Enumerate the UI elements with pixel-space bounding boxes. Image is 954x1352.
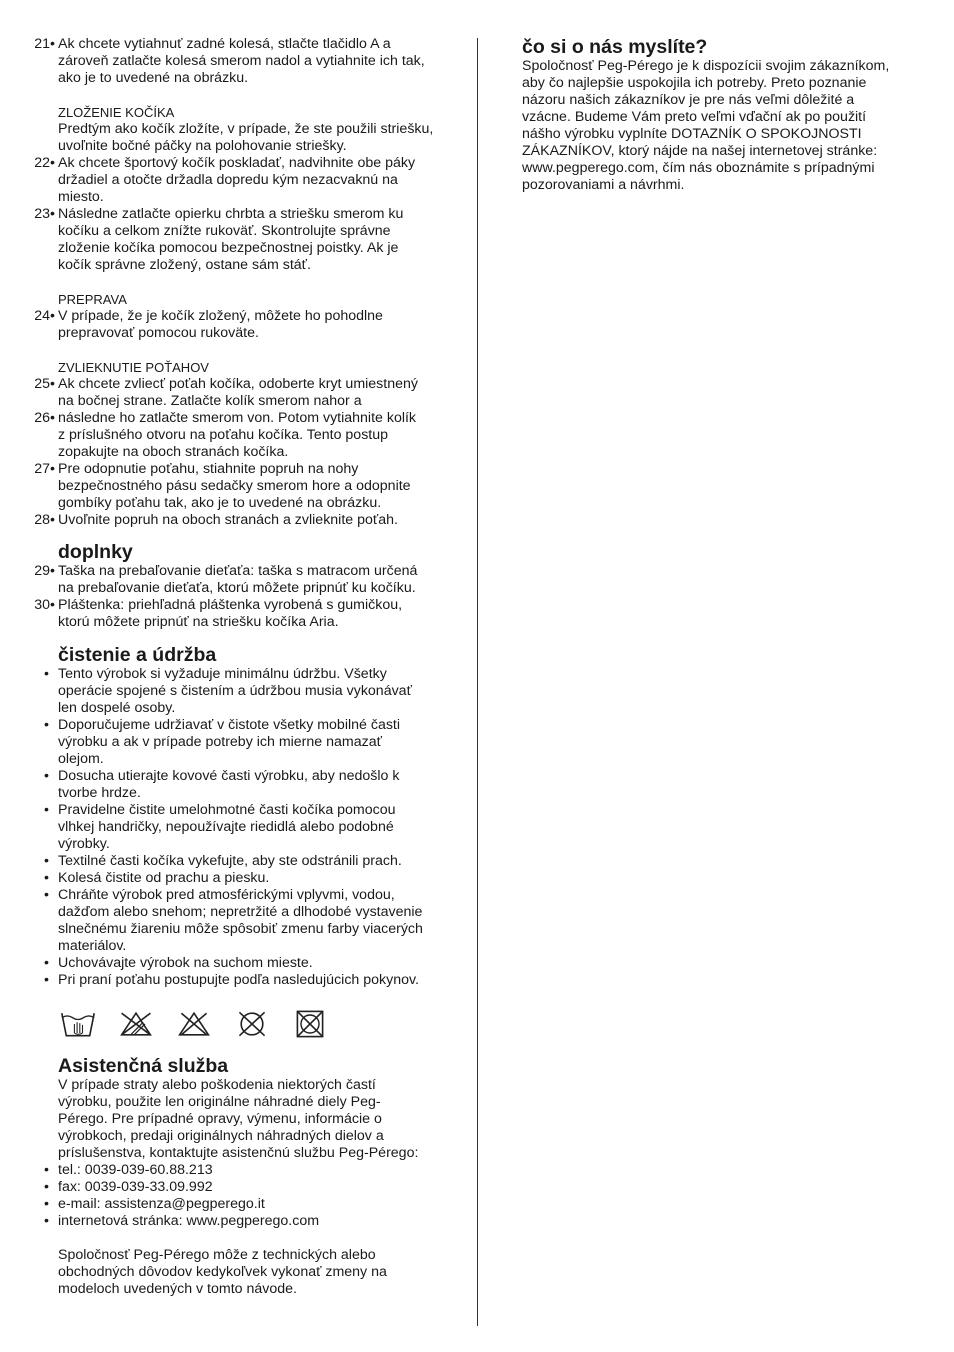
- step-23: 23 • Následne zatlačte opierku chrbta a striešku smerom ku kočíku a celkom znížte rukoväť. Skontrolujte správne zloženie kočíka pomocou bezpečnostnej poistky. Ak je kočík správne zložený, ostane sám stáť.: [30, 206, 460, 274]
- list-item: • Chráňte výrobok pred atmosférickými vplyvmi, vodou, dažďom alebo snehom; nepretržité a dlhodobé vystavenie slnečnému žiareniu môže spôsobiť zmenu farby viacerých materiálov.: [44, 887, 423, 954]
- step-text: zloženie kočíka pomocou bezpečnostnej poistky. Ak je: [58, 240, 399, 256]
- contact-website[interactable]: • internetová stránka: www.pegperego.com: [44, 1213, 320, 1229]
- section-caption-transport: PREPRAVA: [58, 292, 127, 307]
- do-not-iron-icon: [176, 1009, 212, 1039]
- left-column: [30, 36, 460, 1298]
- step-text: Ak chcete športový kočík poskladať, nadvihnite obe páky: [58, 155, 416, 171]
- step-text: Ak chcete zvliecť poťah kočíka, odoberte kryt umiestnený: [58, 376, 418, 392]
- folding-intro: Predtým ako kočík zložíte, v prípade, že ste použili striešku,: [58, 121, 434, 137]
- do-not-dry-clean-icon: [234, 1009, 270, 1039]
- step-28: 28 • Uvoľnite popruh na oboch stranách a zvlieknite poťah.: [30, 512, 460, 529]
- list-item: • Doporučujeme udržiavať v čistote všetky mobilné časti výrobku a ak v prípade potreby ich mierne namazať olejom.: [44, 717, 401, 767]
- step-text: ktorú môžete pripnúť na striešku kočíka Aria.: [58, 614, 339, 630]
- heading-service: Asistenčná služba: [58, 1055, 229, 1077]
- service-intro: V prípade straty alebo poškodenia niektorých častí výrobku, použite len originálne náhradné diely Peg- Pérego. Pre prípadné opravy, výmenu, informácie o výrobkoch, predaji originálnych náhradných dielov a príslušenstva, kontaktujte asistenčnú službu Peg-Pérego:: [58, 1077, 419, 1161]
- contact-email[interactable]: • e-mail: assistenza@pegperego.it: [44, 1196, 265, 1212]
- do-not-bleach-icon: [118, 1009, 154, 1039]
- step-25: 25 • Ak chcete zvliecť poťah kočíka, odoberte kryt umiestnený na bočnej strane. Zatlačte kolík smerom nahor a: [30, 376, 460, 410]
- step-27: 27 • Pre odopnutie poťahu, stiahnite popruh na nohy bezpečnostného pásu sedačky smerom hore a odopnite gombíky poťahu tak, ako je to uvedené na obrázku.: [30, 461, 460, 512]
- section-caption-covers: ZVLIEKNUTIE POŤAHOV: [58, 360, 209, 375]
- care-symbols: [30, 1007, 460, 1041]
- step-24: 24 • V prípade, že je kočík zložený, môžete ho pohodlne prepravovať pomocou rukoväte.: [30, 308, 460, 342]
- step-text: z príslušného otvoru na poťahu kočíka. Tento postup: [58, 427, 389, 443]
- list-item: • Pravidelne čistite umelohmotné časti kočíka pomocou vlhkej handričky, nepoužívajte riedidlá alebo podobné výrobky.: [44, 802, 396, 852]
- step-text: V prípade, že je kočík zložený, môžete ho pohodlne: [58, 308, 383, 324]
- disclaimer: Spoločnosť Peg-Pérego môže z technických alebo obchodných dôvodov kedykoľvek vykonať zmeny na modeloch uvedených v tomto návode.: [58, 1247, 387, 1297]
- step-text: zároveň zatlačte kolesá smerom nadol a vytiahnite ich tak,: [58, 53, 425, 69]
- opinion-text: Spoločnosť Peg-Pérego je k dispozícii svojim zákazníkom, aby čo najlepšie uspokojila ich potreby. Preto poznanie názoru našich zákazníkov je pre nás veľmi dôležité a vzácne. Budeme Vám preto veľmi vďační ak po použití nášho výrobku vyplníte DOTAZNÍK O SPOKOJNOSTI ZÁKAZNÍKOV, ktorý nájde na našej internetovej stránke: www.pegperego.com, čím nás oboznámite s prípadnými pozorovaniami a návrhmi.: [522, 58, 890, 193]
- do-not-tumble-dry-icon: [292, 1009, 328, 1039]
- step-29: 29 • Taška na prebaľovanie dieťaťa: taška s matracom určená na prebaľovanie dieťaťa, ktorú môžete pripnúť ku kočíku.: [30, 563, 460, 597]
- step-text: miesto.: [58, 189, 104, 205]
- right-column: [522, 36, 922, 194]
- step-number: 23: [34, 206, 50, 222]
- step-text: kočík správne zložený, ostane sám stáť.: [58, 257, 311, 273]
- step-26: 26 • následne ho zatlačte smerom von. Potom vytiahnite kolík z príslušného otvoru na poťahu kočíka. Tento postup zopakujte na oboch stranách kočíka.: [30, 410, 460, 461]
- step-text: Následne zatlačte opierku chrbta a striešku smerom ku: [58, 206, 404, 222]
- step-text: na bočnej strane. Zatlačte kolík smerom nahor a: [58, 393, 362, 409]
- step-number: 21: [34, 36, 50, 52]
- step-text: držadiel a otočte držadla dopredu kým nezacvaknú na: [58, 172, 398, 188]
- step-text: na prebaľovanie dieťaťa, ktorú môžete pripnúť ku kočíku.: [58, 580, 416, 596]
- step-text: Uvoľnite popruh na oboch stranách a zvlieknite poťah.: [58, 512, 398, 528]
- contact-list: [30, 1162, 460, 1230]
- step-number: 27: [34, 461, 50, 477]
- step-number: 30: [34, 597, 50, 613]
- step-text: kočíku a celkom znížte rukoväť. Skontrolujte správne: [58, 223, 391, 239]
- heading-cleaning: čistenie a údržba: [58, 644, 217, 666]
- heading-accessories: doplnky: [58, 541, 133, 563]
- step-number: 24: [34, 308, 50, 324]
- step-text: následne ho zatlačte smerom von. Potom vytiahnite kolík: [58, 410, 417, 426]
- step-text: gombíky poťahu tak, ako je to uvedené na obrázku.: [58, 495, 382, 511]
- folding-intro: uvoľnite bočné páčky na polohovanie striešky.: [58, 138, 347, 154]
- step-text: Pláštenka: priehľadná pláštenka vyrobená s gumičkou,: [58, 597, 403, 613]
- hand-wash-icon: [60, 1009, 96, 1039]
- list-item: • Dosucha utierajte kovové časti výrobku, aby nedošlo k tvorbe hrdze.: [44, 768, 400, 801]
- step-text: Ak chcete vytiahnuť zadné kolesá, stlačte tlačidlo A a: [58, 36, 391, 52]
- list-item: • Uchovávajte výrobok na suchom mieste.: [44, 955, 313, 971]
- contact-phone: • tel.: 0039-039-60.88.213: [44, 1162, 213, 1178]
- step-text: Taška na prebaľovanie dieťaťa: taška s matracom určená: [58, 563, 418, 579]
- list-item: • Textilné časti kočíka vykefujte, aby ste odstránili prach.: [44, 853, 402, 869]
- step-30: 30 • Pláštenka: priehľadná pláštenka vyrobená s gumičkou, ktorú môžete pripnúť na striešku kočíka Aria.: [30, 597, 460, 631]
- step-text: Pre odopnutie poťahu, stiahnite popruh na nohy: [58, 461, 359, 477]
- list-item: • Kolesá čistite od prachu a piesku.: [44, 870, 270, 886]
- list-item: • Tento výrobok si vyžaduje minimálnu údržbu. Všetky operácie spojené s čistením a údržbou musia vykonávať len dospelé osoby.: [44, 666, 412, 716]
- step-number: 22: [34, 155, 50, 171]
- step-text: prepravovať pomocou rukoväte.: [58, 325, 259, 341]
- list-item: • Pri praní poťahu postupujte podľa nasledujúcich pokynov.: [44, 972, 419, 988]
- contact-fax: • fax: 0039-039-33.09.992: [44, 1179, 213, 1195]
- step-number: 25: [34, 376, 50, 392]
- step-text: ako je to uvedené na obrázku.: [58, 70, 249, 86]
- step-number: 26: [34, 410, 50, 426]
- step-22: 22 • Ak chcete športový kočík poskladať, nadvihnite obe páky držadiel a otočte držadla dopredu kým nezacvaknú na miesto.: [30, 155, 460, 206]
- step-21: 21 • Ak chcete vytiahnuť zadné kolesá, stlačte tlačidlo A a zároveň zatlačte kolesá smerom nadol a vytiahnite ich tak, ako je to uvedené na obrázku.: [30, 36, 460, 87]
- step-number: 28: [34, 512, 50, 528]
- step-text: zopakujte na oboch stranách kočíka.: [58, 444, 289, 460]
- cleaning-list: [30, 666, 460, 989]
- step-text: bezpečnostného pásu sedačky smerom hore a odopnite: [58, 478, 411, 494]
- step-number: 29: [34, 563, 50, 579]
- heading-opinion: čo si o nás myslíte?: [522, 36, 708, 58]
- section-caption-folding: ZLOŽENIE KOČÍKA: [58, 105, 175, 120]
- column-divider: [477, 38, 478, 1326]
